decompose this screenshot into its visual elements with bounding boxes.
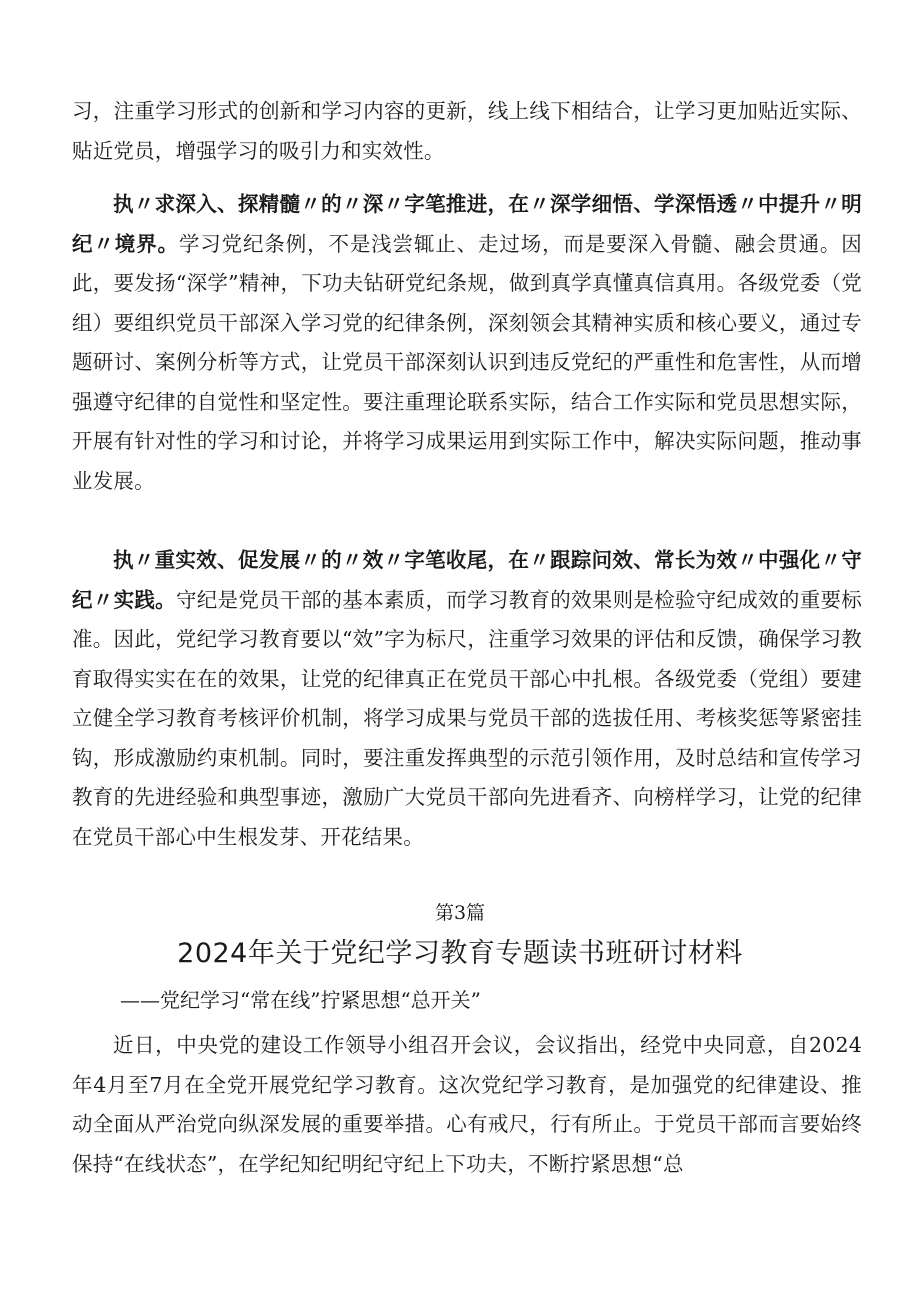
- paragraph-3-text: 守纪是党员干部的基本素质，而学习教育的效果则是检验守纪成效的重要标准。因此，党纪学习教育要以“效”字为标尺，注重学习效果的评估和反馈，确保学习教育取得实实在在的效果，让党的纪律真正在党员干部心中扎根。各级党委（党组）要建立健全学习教育考核评价机制，将学习成果与党员干部的选拔任用、考核奖惩等紧密挂钩，形成激励约束机制。同时，要注重发挥典型的示范引领作用，及时总结和宣传学习教育的先进经验和典型事迹，激励广大党员干部向先进看齐、向榜样学习，让党的纪律在党员干部心中生根发芽、开花结果。: [72, 587, 862, 849]
- intro-paragraph-text: 近日，中央党的建设工作领导小组召开会议，会议指出，经党中央同意，自2024年4月至7月在全党开展党纪学习教育。这次党纪学习教育，是加强党的纪律建设、推动全面从严治党向纵深发展的重要举措。心有戒尺，行有所止。于党员干部而言要始终保持“在线状态”，在学纪知纪明纪守纪上下功夫，不断拧紧思想“总: [72, 1033, 862, 1176]
- intro-paragraph: [72, 1026, 862, 1184]
- paragraph-3: [72, 541, 862, 857]
- document-subtitle: ——党纪学习“常在线”拧紧思想“总开关”: [120, 988, 481, 1012]
- paragraph-2-heading: 执〃求深入、探精髓〃的〃深〃字笔推进，在〃深学细悟、学深悟透〃中提升〃明纪〃境界。: [72, 192, 862, 256]
- section-label: 第3篇: [434, 902, 486, 924]
- document-title: 2024年关于党纪学习教育专题读书班研讨材料: [177, 938, 743, 969]
- paragraph-2-text: 学习党纪条例，不是浅尝辄止、走过场，而是要深入骨髓、融会贯通。因此，要发扬“深学”精神，下功夫钻研党纪条规，做到真学真懂真信真用。各级党委（党组）要组织党员干部深入学习党的纪律条例，深刻领会其精神实质和核心要义，通过专题研讨、案例分析等方式，让党员干部深刻认识到违反党纪的严重性和危害性，从而增强遵守纪律的自觉性和坚定性。要注重理论联系实际，结合工作实际和党员思想实际，开展有针对性的学习和讨论，并将学习成果运用到实际工作中，解决实际问题，推动事业发展。: [72, 231, 863, 493]
- paragraph-1-text: 习，注重学习形式的创新和学习内容的更新，线上线下相结合，让学习更加贴近实际、贴近党员，增强学习的吸引力和实效性。: [72, 99, 862, 163]
- paragraph-1: [72, 92, 862, 171]
- paragraph-2: [72, 185, 862, 501]
- paragraph-3-heading: 执〃重实效、促发展〃的〃效〃字笔收尾，在〃跟踪问效、常长为效〃中强化〃守纪〃实践。: [72, 548, 862, 612]
